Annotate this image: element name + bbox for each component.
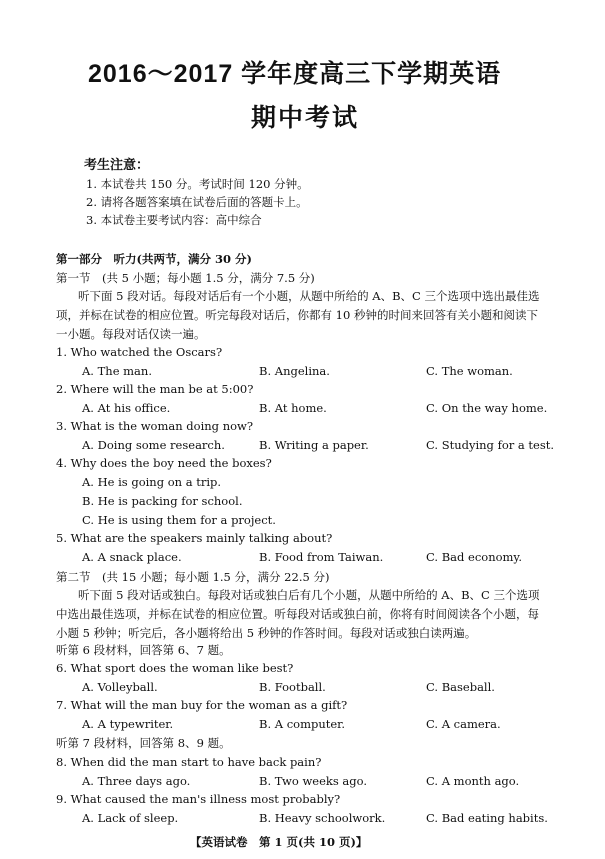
instruction-line: 听下面 5 段对话或独白。每段对话或独白后有几个小题，从题中所给的 A、B、C 三个选项 — [78, 588, 540, 602]
section2-instructions — [56, 586, 581, 643]
instruction-line: 中选出最佳选项，并标在试卷的相应位置。听每段对话或独白前，你将有时间阅读各个小题，每 — [56, 607, 539, 621]
question-8: 8. When did the man start to have back pain? — [56, 755, 322, 769]
group-instruction: 听第 7 段材料，回答第 8、9 题。 — [56, 736, 231, 750]
part1-heading: 第一部分 听力(共两节，满分 30 分) — [56, 252, 252, 266]
question-2: 2. Where will the man be at 5:00? — [56, 382, 254, 396]
option-a: A. Doing some research. — [82, 438, 225, 452]
option-b: B. Heavy schoolwork. — [259, 811, 386, 825]
option-b: B. Food from Taiwan. — [259, 550, 384, 564]
question-1: 1. Who watched the Oscars? — [56, 345, 223, 359]
option-b: B. At home. — [259, 401, 327, 415]
section1-instructions — [56, 287, 581, 344]
option-b: B. Writing a paper. — [259, 438, 369, 452]
instruction-line: 听下面 5 段对话。每段对话后有一个小题，从题中所给的 A、B、C 三个选项中选出最佳选 — [78, 289, 540, 303]
question-5: 5. What are the speakers mainly talking about? — [56, 531, 333, 545]
section2-heading: 第二节 (共 15 小题；每小题 1.5 分，满分 22.5 分) — [56, 570, 330, 584]
option-a: A. The man. — [82, 364, 152, 378]
page-title: 2016～2017 学年度高三下学期英语 — [88, 60, 502, 88]
option-c: C. On the way home. — [426, 401, 548, 415]
option-c: C. Bad economy. — [426, 550, 523, 564]
option-c: C. Baseball. — [426, 680, 495, 694]
question-9: 9. What caused the man's illness most probably? — [56, 792, 341, 806]
option-b: B. A computer. — [259, 717, 346, 731]
option-a: A. A snack place. — [82, 550, 182, 564]
option-c: C. Studying for a test. — [426, 438, 555, 452]
question-6: 6. What sport does the woman like best? — [56, 661, 294, 675]
option-c: C. A month ago. — [426, 774, 520, 788]
option-a: A. At his office. — [82, 401, 171, 415]
notice-item: 3. 本试卷主要考试内容：高中综合 — [86, 213, 262, 227]
page-subtitle: 期中考试 — [251, 104, 360, 132]
instruction-line: 小题 5 秒钟；听完后，各小题将给出 5 秒钟的作答时间。每段对话或独白读两遍。 — [56, 626, 477, 640]
option-b: B. Angelina. — [259, 364, 330, 378]
option-a: A. Three days ago. — [82, 774, 191, 788]
option-a: A. He is going on a trip. — [82, 475, 222, 489]
question-7: 7. What will the man buy for the woman as a gift? — [56, 698, 348, 712]
group-instruction: 听第 6 段材料，回答第 6、7 题。 — [56, 643, 231, 657]
page-footer: 【英语试卷 第 1 页(共 10 页)】 — [190, 835, 368, 849]
question-4: 4. Why does the boy need the boxes? — [56, 456, 272, 470]
option-c: C. The woman. — [426, 364, 513, 378]
option-a: A. Volleyball. — [82, 680, 158, 694]
option-b: B. Football. — [259, 680, 326, 694]
question-3: 3. What is the woman doing now? — [56, 419, 254, 433]
notice-item: 1. 本试卷共 150 分。考试时间 120 分钟。 — [86, 177, 309, 191]
notice-heading: 考生注意： — [84, 158, 150, 173]
notice-item: 2. 请将各题答案填在试卷后面的答题卡上。 — [86, 195, 308, 209]
section1-heading: 第一节 (共 5 小题；每小题 1.5 分，满分 7.5 分) — [56, 271, 315, 285]
option-a: A. A typewriter. — [82, 717, 174, 731]
option-b: B. He is packing for school. — [82, 494, 243, 508]
instruction-line: 一小题。每段对话仅读一遍。 — [56, 327, 206, 341]
instruction-line: 项，并标在试卷的相应位置。听完每段对话后，你都有 10 秒钟的时间来回答有关小题和阅读下 — [56, 308, 538, 322]
option-c: C. Bad eating habits. — [426, 811, 548, 825]
option-a: A. Lack of sleep. — [82, 811, 179, 825]
option-b: B. Two weeks ago. — [259, 774, 368, 788]
option-c: C. He is using them for a project. — [82, 513, 276, 527]
option-c: C. A camera. — [426, 717, 501, 731]
